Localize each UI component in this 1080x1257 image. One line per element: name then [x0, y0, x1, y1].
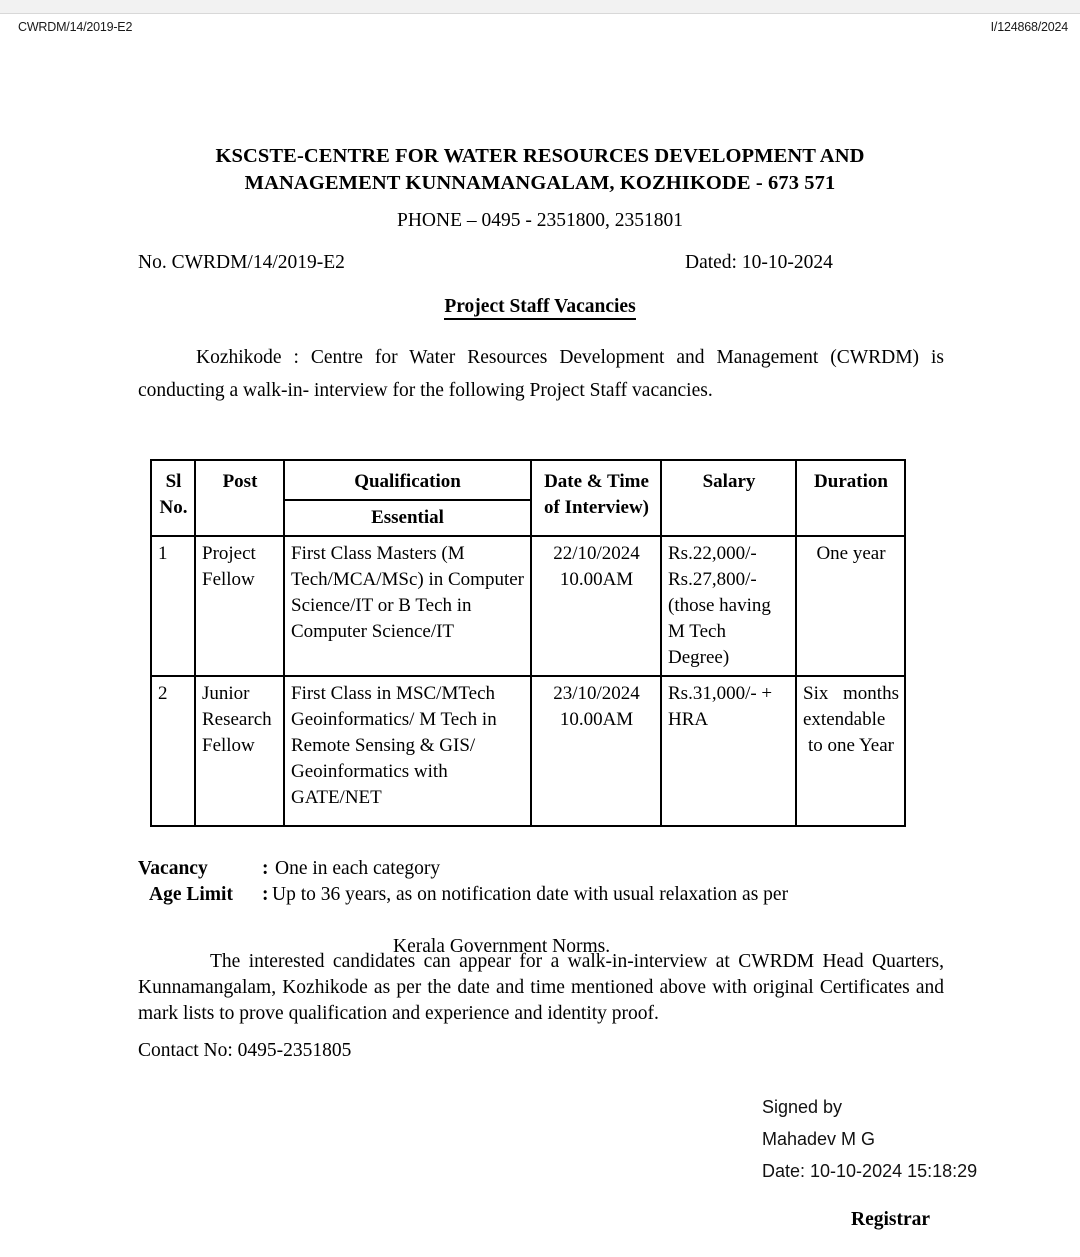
closing-paragraph: The interested candidates can appear for a walk-in-interview at CWRDM Head Quarters, Kunnamangalam, Kozhikode as per the date and time mentioned above with original Certificates and mark lists to prove qualification and experience and identity proof. — [138, 951, 944, 1024]
row-sl-no: 2 — [151, 676, 195, 826]
table-row — [151, 676, 905, 826]
phone-line: PHONE – 0495 - 2351800, 2351801 — [397, 210, 683, 231]
row-post: Project Fellow — [195, 536, 284, 676]
reference-date: Dated: 10-10-2024 — [685, 252, 833, 273]
vacancy-value: One in each category — [275, 858, 441, 879]
vacancy-label: Vacancy — [138, 858, 208, 879]
row-sl-no: 1 — [151, 536, 195, 676]
row-salary: Rs.22,000/- Rs.27,800/- (those having M Tech Degree) — [661, 536, 796, 676]
row-salary: Rs.31,000/- + HRA — [661, 676, 796, 826]
contact-number: Contact No: 0495-2351805 — [138, 1040, 352, 1061]
signatory-designation: Registrar — [851, 1209, 931, 1230]
reference-number: No. CWRDM/14/2019-E2 — [138, 252, 345, 273]
signature-signed-by: Signed by — [762, 1097, 843, 1117]
age-limit-value: Up to 36 years, as on notification date with usual relaxation as per — [272, 884, 789, 905]
age-limit-value-continued: Kerala Government Norms. — [393, 936, 611, 957]
header-qualification-main: Qualification — [285, 461, 530, 501]
row-duration: One year — [796, 536, 905, 676]
table-row — [151, 536, 905, 676]
vacancy-table — [150, 459, 906, 827]
intro-paragraph: Kozhikode : Centre for Water Resources Development and Management (CWRDM) is conducting a walk-in- interview for the following Project Staff vacancies. — [138, 347, 944, 401]
vacancy-colon: : — [262, 858, 269, 879]
document-subject — [140, 296, 940, 318]
organization-title-line1: KSCSTE-CENTRE FOR WATER RESOURCES DEVELOPMENT AND — [215, 145, 865, 167]
organization-title-line2: MANAGEMENT KUNNAMANGALAM, KOZHIKODE - 673 571 — [244, 172, 836, 194]
header-post: Post — [195, 460, 284, 536]
header-qualification-essential: Essential — [371, 507, 444, 528]
file-reference-stamp: CWRDM/14/2019-E2 — [18, 20, 133, 34]
row-qualification: First Class in MSC/MTech Geoinformatics/ M Tech in Remote Sensing & GIS/ Geoinformatics with GATE/NET — [284, 676, 531, 826]
organization-title — [140, 143, 940, 197]
signature-name: Mahadev M G — [762, 1129, 876, 1149]
age-limit-note — [138, 882, 938, 957]
header-date-time: Date & Time of Interview) — [531, 460, 661, 536]
row-post: Junior Research Fellow — [195, 676, 284, 826]
table-header-row — [151, 460, 905, 536]
age-limit-label: Age Limit — [149, 884, 233, 905]
row-date-time: 22/10/2024 10.00AM — [531, 536, 661, 676]
notes-section — [138, 856, 938, 957]
age-limit-colon: : — [262, 884, 269, 905]
header-qualification — [284, 460, 531, 536]
row-qualification: First Class Masters (M Tech/MCA/MSc) in Computer Science/IT or B Tech in Computer Science/IT — [284, 536, 531, 676]
signature-date: Date: 10-10-2024 15:18:29 — [762, 1161, 978, 1181]
header-sl-no: Sl No. — [151, 460, 195, 536]
header-salary: Salary — [661, 460, 796, 536]
digital-signature-block — [762, 1091, 977, 1187]
header-duration: Duration — [796, 460, 905, 536]
inward-number-stamp: I/124868/2024 — [990, 20, 1068, 34]
row-date-time: 23/10/2024 10.00AM — [531, 676, 661, 826]
row-duration: Six months extendable to one Year — [796, 676, 905, 826]
vacancy-note — [138, 856, 938, 882]
document-subject-text: Project Staff Vacancies — [444, 296, 635, 320]
